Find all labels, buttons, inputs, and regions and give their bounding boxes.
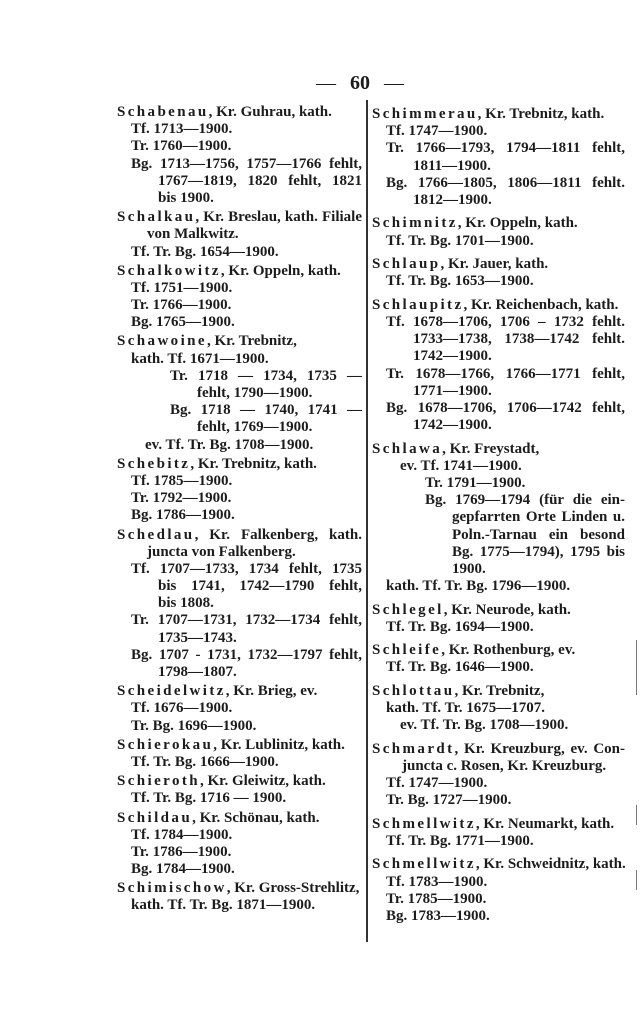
register-entry [372, 441, 625, 596]
page-number-header [0, 72, 642, 95]
record-line: ev. Tf. 1741—1900. [400, 457, 522, 474]
entry-heading [117, 880, 362, 897]
entry-heading [117, 263, 362, 280]
place-details: , Kr. Neurode, kath. [443, 601, 571, 618]
entry-heading [372, 297, 625, 314]
record-line: Tr. 1718 — 1734, 1735 — [170, 367, 362, 384]
place-details: , Kr. Reichenbach, kath. [463, 296, 619, 313]
place-details: , Kr. Trebnitz, kath. [190, 455, 317, 472]
record-line: Tr. Bg. 1727—1900. [386, 792, 512, 809]
record-line: Tr. 1792—1900. [131, 490, 232, 507]
record-line: Tf. 1747—1900. [386, 123, 488, 140]
entry-continuation-line: Bg. 1775—1794), 1795 bis [452, 543, 625, 560]
register-entry [117, 880, 362, 914]
place-details: , Kr. Gross-Strehlitz, [226, 880, 360, 897]
record-line: Bg. 1678—1706, 1706—1742 fehlt, [386, 399, 625, 416]
place-name: Schmardt [372, 740, 455, 757]
record-line: kath. Tf. 1671—1900. [131, 350, 269, 367]
record-line: ev. Tf. Tr. Bg. 1708—1900. [145, 436, 314, 453]
entry-heading [372, 106, 625, 123]
entry-heading [372, 441, 625, 458]
entry-heading [117, 104, 362, 121]
page-number: 60 [350, 72, 370, 94]
entry-heading [372, 215, 625, 232]
register-entry [117, 104, 362, 207]
page-number-dash-left: — [316, 72, 336, 94]
margin-mark [636, 640, 637, 695]
record-line: Tf. Tr. Bg. 1653—1900. [386, 273, 534, 290]
record-line: Tf. 1713—1900. [131, 121, 233, 138]
register-entry [372, 215, 625, 249]
page-number-dash-right: — [384, 72, 404, 94]
place-details: , Kr. Schönau, kath. [192, 809, 320, 826]
place-details: , Kr. Oppeln, kath. [220, 262, 341, 279]
record-line: Bg. 1784—1900. [131, 861, 235, 878]
entry-continuation-line: 1742—1900. [413, 348, 492, 365]
entry-continuation-line: fehlt, 1790—1900. [197, 385, 313, 401]
place-name: Schieroth [117, 773, 200, 790]
record-line: Tr. 1786—1900. [131, 843, 232, 860]
place-details: , Kr. Falkenberg, kath. [194, 526, 362, 543]
place-name: Schimnitz [372, 215, 458, 232]
register-entry [372, 683, 625, 735]
record-line: Tf. Tr. Bg. 1666—1900. [131, 753, 279, 770]
entry-continuation-line: 1812—1900. [413, 191, 492, 208]
place-name: Schalkau [117, 209, 196, 226]
entry-continuation-line: juncta von Falkenberg. [147, 543, 296, 560]
record-line: Tf. Tr. Bg. 1694—1900. [386, 618, 534, 635]
entry-heading [372, 741, 625, 758]
place-name: Schleife [372, 642, 442, 659]
record-line: Bg. 1783—1900. [386, 908, 490, 925]
place-name: Schildau [117, 809, 193, 826]
place-details: , Kr. Brieg, ev. [225, 683, 318, 700]
entry-heading [372, 256, 625, 273]
place-name: Schalkowitz [117, 262, 221, 279]
register-entry [372, 106, 625, 209]
record-line: Tf. 1784—1900. [131, 826, 233, 843]
record-line: Tr. 1760—1900. [131, 138, 232, 155]
place-details: , Kr. Lublinitz, kath. [213, 736, 345, 753]
record-line: kath. Tf. Tr. 1675—1707. [386, 700, 546, 717]
register-entry [372, 297, 625, 435]
register-entry [117, 737, 362, 771]
entry-continuation-line: 1771—1900. [413, 382, 492, 399]
record-line: Tr. 1766—1900. [131, 297, 232, 314]
register-entry [372, 256, 625, 290]
entry-continuation-line: von Malkwitz. [147, 226, 239, 243]
entry-continuation-line: Poln.-Tarnau ein besond [452, 526, 625, 543]
record-line: kath. Tf. Tr. Bg. 1796—1900. [386, 578, 571, 595]
register-entry [117, 773, 362, 807]
record-line: Tf. Tr. Bg. 1646—1900. [386, 659, 534, 676]
register-entry [372, 816, 625, 850]
entry-continuation-line: 1900. [452, 560, 486, 577]
entry-heading [117, 456, 362, 473]
place-name: Schawoine [117, 333, 207, 350]
place-details: , Kr. Neumarkt, kath. [475, 815, 615, 832]
record-line: Bg. 1786—1900. [131, 507, 235, 524]
entry-continuation-line: fehlt, 1769—1900. [197, 419, 313, 436]
place-name: Schabenau [117, 104, 209, 120]
margin-mark [636, 870, 637, 890]
left-column [117, 104, 362, 917]
register-entry [372, 642, 625, 676]
record-line: Tr. 1791—1900. [425, 474, 526, 491]
entry-continuation-line: 1767—1819, 1820 fehlt, 1821 [158, 172, 362, 189]
place-details: , Kr. Kreuzburg, ev. Con- [454, 740, 625, 757]
place-name: Schimischow [117, 880, 227, 897]
place-name: Schlaup [372, 256, 441, 273]
entry-heading [117, 333, 362, 350]
entry-continuation-line: juncta c. Rosen, Kr. Kreuzburg. [402, 757, 607, 774]
place-details: , Kr. Trebnitz, [454, 682, 545, 699]
record-line: Tf. Tr. Bg. 1654—1900. [131, 243, 279, 260]
record-line: Bg. 1718 — 1740, 1741 — [170, 402, 362, 419]
entry-heading [117, 737, 362, 754]
place-details: , Kr. Jauer, kath. [440, 256, 549, 273]
entry-heading [117, 209, 362, 226]
record-line: Tf. 1676—1900. [131, 700, 233, 717]
register-entry [372, 602, 625, 636]
place-details: , Kr. Trebnitz, [206, 333, 297, 350]
record-line: Tr. 1678—1766, 1766—1771 fehlt, [386, 365, 625, 382]
place-name: Scheidelwitz [117, 683, 226, 700]
record-line: Tf. 1707—1733, 1734 fehlt, 1735 [131, 560, 362, 577]
record-line: Bg. 1765—1900. [131, 314, 235, 331]
record-line: Bg. 1766—1805, 1806—1811 fehlt. [386, 174, 625, 191]
register-entry [117, 810, 362, 879]
place-details: , Kr. Breslau, kath. Filiale [195, 209, 362, 226]
place-details: , Kr. Trebnitz, kath. [477, 106, 605, 122]
right-column [372, 106, 625, 932]
record-line: Tf. Tr. Bg. 1716 — 1900. [131, 790, 287, 807]
place-details: , Kr. Freystadt, [442, 440, 540, 457]
entry-continuation-line: gepfarrten Orte Linden u. [452, 509, 625, 526]
register-entry [117, 683, 362, 735]
record-line: Tf. 1678—1706, 1706 – 1732 fehlt. [386, 313, 625, 330]
record-line: Tf. 1783—1900. [386, 873, 488, 890]
record-line: Bg. 1707 - 1731, 1732—1797 fehlt, [131, 646, 362, 663]
record-line: Tf. Tr. Bg. 1771—1900. [386, 832, 534, 849]
entry-continuation-line: 1733—1738, 1738—1742 fehlt. [413, 331, 625, 348]
record-line: Tf. 1751—1900. [131, 279, 233, 296]
record-line: ev. Tf. Tr. Bg. 1708—1900. [400, 717, 569, 734]
record-line: Tf. 1747—1900. [386, 775, 488, 792]
entry-continuation-line: 1798—1807. [158, 664, 237, 680]
place-name: Schlegel [372, 601, 444, 618]
entry-heading [372, 816, 625, 833]
place-details: , Kr. Gleiwitz, kath. [200, 773, 326, 790]
place-details: , Kr. Guhrau, kath. [208, 104, 332, 120]
entry-continuation-line: bis 1808. [158, 595, 214, 612]
place-name: Schlawa [372, 440, 443, 457]
entry-continuation-line: 1811—1900. [413, 157, 491, 174]
place-details: , Kr. Oppeln, kath. [457, 215, 578, 232]
record-line: Tr. 1785—1900. [386, 890, 487, 907]
register-entry [117, 263, 362, 332]
entry-continuation-line: 1735—1743. [158, 629, 237, 646]
record-line: Bg. 1713—1756, 1757—1766 fehlt, [131, 155, 362, 172]
record-line: Bg. 1769—1794 (für die ein- [425, 492, 625, 509]
entry-continuation-line: 1742—1900. [413, 417, 492, 434]
entry-heading [372, 602, 625, 619]
record-line: Tf. Tr. Bg. 1701—1900. [386, 232, 534, 249]
entry-heading [117, 683, 362, 700]
register-entry [372, 741, 625, 810]
register-entry [117, 527, 362, 682]
record-line: Tf. 1785—1900. [131, 472, 233, 489]
margin-mark [636, 805, 637, 825]
register-entry [117, 333, 362, 453]
entry-heading [372, 642, 625, 659]
entry-continuation-line: bis 1900. [158, 189, 214, 206]
column-divider [366, 100, 368, 942]
place-name: Schmellwitz [372, 856, 476, 873]
place-name: Schlaupitz [372, 296, 464, 313]
entry-heading [372, 856, 625, 873]
record-line: Tr. 1707—1731, 1732—1734 fehlt, [131, 612, 362, 629]
register-entry [117, 209, 362, 261]
place-name: Schmellwitz [372, 815, 476, 832]
entry-heading [372, 683, 625, 700]
register-entry [372, 856, 625, 925]
register-entry [117, 456, 362, 525]
entry-continuation-line: bis 1741, 1742—1790 fehlt, [158, 578, 362, 595]
record-line: kath. Tf. Tr. Bg. 1871—1900. [131, 897, 316, 914]
place-details: , Kr. Rothenburg, ev. [441, 642, 576, 659]
place-name: Schedlau [117, 526, 195, 543]
record-line: Tr. Bg. 1696—1900. [131, 717, 257, 734]
place-name: Schlottau [372, 682, 455, 699]
entry-heading [117, 527, 362, 544]
place-details: , Kr. Schweidnitz, kath. [475, 856, 626, 873]
place-name: Schierokau [117, 736, 214, 753]
record-line: Tr. 1766—1793, 1794—1811 fehlt, [386, 140, 625, 157]
place-name: Schebitz [117, 455, 191, 472]
entry-heading [117, 810, 362, 827]
place-name: Schimmerau [372, 106, 478, 122]
entry-heading [117, 773, 362, 790]
